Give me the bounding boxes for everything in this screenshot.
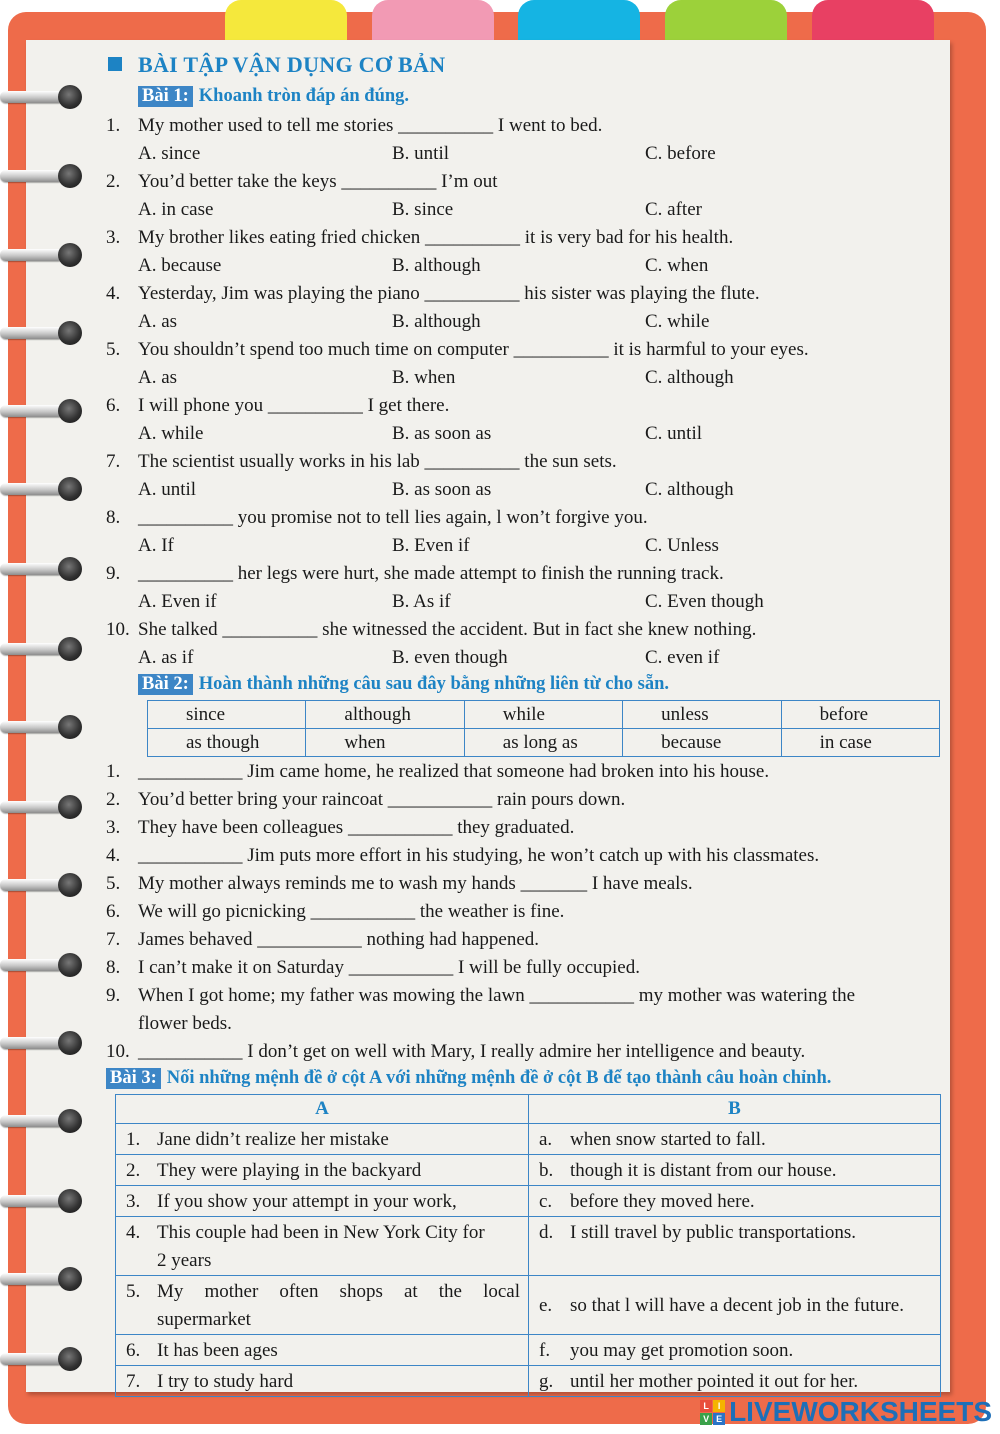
option-a: A. until — [138, 479, 197, 500]
option-c: C. after — [645, 199, 702, 220]
sentence-number: 5. — [106, 873, 121, 894]
option-a: A. while — [138, 423, 204, 444]
ring-hole — [58, 953, 82, 977]
clause-a-text: If you show your attempt in your work, — [157, 1191, 457, 1212]
matching-header-row — [116, 1095, 941, 1124]
clause-b-text: when snow started to fall. — [570, 1129, 766, 1150]
option-b: B. as soon as — [392, 423, 492, 444]
exercise-1-label: Bài 1: — [138, 86, 193, 107]
ring-hole — [58, 1031, 82, 1055]
ring-hole — [58, 715, 82, 739]
ring-wire — [0, 801, 64, 813]
word-bank-row — [148, 729, 940, 757]
ring-hole — [58, 477, 82, 501]
exercise-2-instruction: Hoàn thành những câu sau đây bằng những liên từ cho sẵn. — [198, 674, 670, 694]
option-a: A. as — [138, 367, 178, 388]
word-bank-row — [148, 701, 940, 729]
sentence-text: I can’t make it on Saturday ___________ I will be fully occupied. — [138, 957, 640, 978]
sentence-number: 8. — [106, 957, 121, 978]
question-text: __________ her legs were hurt, she made attempt to finish the running track. — [138, 563, 724, 584]
clause-a-cell — [116, 1335, 529, 1366]
spiral-ring — [0, 636, 82, 662]
clause-a-number: 1. — [126, 1129, 141, 1150]
clause-a-text: It has been ages — [157, 1340, 278, 1361]
clause-b-text: before they moved here. — [570, 1191, 755, 1212]
clause-a-cell — [116, 1155, 529, 1186]
sentence-number: 9. — [106, 985, 121, 1006]
exercise-2-label: Bài 2: — [138, 674, 193, 695]
option-b: B. although — [392, 255, 481, 276]
matching-row — [116, 1186, 941, 1217]
exercise-3-heading — [106, 1068, 831, 1089]
ring-wire — [0, 249, 64, 261]
clause-b-cell — [529, 1155, 941, 1186]
liveworksheets-logo — [700, 1396, 992, 1428]
clause-a-number: 6. — [126, 1340, 141, 1361]
ring-hole — [58, 1189, 82, 1213]
option-c: C. even if — [645, 647, 720, 668]
exercise-3-label: Bài 3: — [106, 1068, 161, 1089]
sentence-text-continued: flower beds. — [138, 1013, 232, 1034]
word-bank-cell: as though — [148, 729, 306, 757]
clause-b-letter: a. — [539, 1129, 553, 1150]
question-number: 7. — [106, 451, 121, 472]
sentence-text: ___________ Jim came home, he realized that someone had broken into his house. — [138, 761, 770, 782]
option-c: C. although — [645, 367, 734, 388]
spiral-ring — [0, 1108, 82, 1134]
sentence-text: James behaved ___________ nothing had happened. — [138, 929, 540, 950]
option-b: B. As if — [392, 591, 451, 612]
question-text: My brother likes eating fried chicken __________ it is very bad for his health. — [138, 227, 734, 248]
option-b: B. although — [392, 311, 481, 332]
question-number: 6. — [106, 395, 121, 416]
ring-hole — [58, 557, 82, 581]
word-bank-cell: when — [306, 729, 464, 757]
word-bank-cell: in case — [781, 729, 939, 757]
clause-b-text: you may get promotion soon. — [570, 1340, 794, 1361]
option-b: B. as soon as — [392, 479, 492, 500]
spiral-ring — [0, 1266, 82, 1292]
option-c: C. while — [645, 311, 710, 332]
exercise-1-instruction: Khoanh tròn đáp án đúng. — [198, 86, 410, 106]
ring-wire — [0, 879, 64, 891]
spiral-ring — [0, 794, 82, 820]
question-number: 5. — [106, 339, 121, 360]
clause-b-text: until her mother pointed it out for her. — [570, 1371, 859, 1392]
ring-wire — [0, 327, 64, 339]
ring-hole — [58, 1109, 82, 1133]
option-c: C. Even though — [645, 591, 764, 612]
clause-b-letter: c. — [539, 1191, 553, 1212]
ring-hole — [58, 1267, 82, 1291]
exercise-3-instruction: Nối những mệnh đề ở cột A với những mệnh đề ở cột B để tạo thành câu hoàn chỉnh. — [166, 1068, 832, 1088]
spiral-ring — [0, 714, 82, 740]
question-text: She talked __________ she witnessed the accident. But in fact she knew nothing. — [138, 619, 757, 640]
question-text: My mother used to tell me stories __________ I went to bed. — [138, 115, 603, 136]
clause-b-cell — [529, 1217, 941, 1276]
spiral-ring — [0, 1188, 82, 1214]
ring-wire — [0, 1037, 64, 1049]
clause-a-text: They were playing in the backyard — [157, 1160, 422, 1181]
sentence-text: When I got home; my father was mowing the lawn ___________ my mother was watering the — [138, 985, 856, 1006]
clause-a-cell — [116, 1186, 529, 1217]
spiral-ring — [0, 952, 82, 978]
ring-wire — [0, 91, 64, 103]
ring-hole — [58, 1347, 82, 1371]
sentence-number: 7. — [106, 929, 121, 950]
clause-a-text-continued: supermarket — [157, 1309, 251, 1330]
question-text: The scientist usually works in his lab __________ the sun sets. — [138, 451, 617, 472]
clause-b-cell — [529, 1124, 941, 1155]
exercise-2-heading — [138, 674, 669, 695]
question-number: 4. — [106, 283, 121, 304]
option-a: A. since — [138, 143, 201, 164]
clause-b-letter: d. — [539, 1222, 554, 1243]
clause-b-letter: b. — [539, 1160, 554, 1181]
spiral-ring — [0, 556, 82, 582]
ring-wire — [0, 1195, 64, 1207]
clause-a-cell — [116, 1124, 529, 1155]
question-text: I will phone you __________ I get there. — [138, 395, 450, 416]
clause-a-text: Jane didn’t realize her mistake — [157, 1129, 389, 1150]
sentence-text: You’d better bring your raincoat ___________ rain pours down. — [138, 789, 626, 810]
clause-a-cell — [116, 1217, 529, 1276]
ring-wire — [0, 170, 64, 182]
option-b: B. since — [392, 199, 454, 220]
clause-a-text: This couple had been in New York City for — [157, 1222, 485, 1243]
question-text: You’d better take the keys __________ I’m out — [138, 171, 498, 192]
clause-a-number: 5. — [126, 1281, 141, 1302]
clause-a-text: I try to study hard — [157, 1371, 294, 1392]
option-a: A. Even if — [138, 591, 217, 612]
clause-b-cell — [529, 1335, 941, 1366]
ring-hole — [58, 321, 82, 345]
option-c: C. before — [645, 143, 716, 164]
option-b: B. even though — [392, 647, 508, 668]
ring-hole — [58, 873, 82, 897]
option-c: C. Unless — [645, 535, 719, 556]
ring-wire — [0, 483, 64, 495]
section-title: BÀI TẬP VẬN DỤNG CƠ BẢN — [108, 52, 445, 78]
matching-row — [116, 1366, 941, 1397]
option-c: C. until — [645, 423, 703, 444]
sentence-number: 1. — [106, 761, 121, 782]
word-bank-cell: unless — [623, 701, 781, 729]
clause-a-number: 4. — [126, 1222, 141, 1243]
question-number: 8. — [106, 507, 121, 528]
clause-a-cell — [116, 1276, 529, 1335]
ring-wire — [0, 405, 64, 417]
spiral-ring — [0, 320, 82, 346]
matching-row — [116, 1155, 941, 1186]
square-bullet-icon — [108, 57, 122, 71]
spiral-ring — [0, 1030, 82, 1056]
clause-a-cell — [116, 1366, 529, 1397]
ring-wire — [0, 959, 64, 971]
option-b: B. when — [392, 367, 456, 388]
ring-hole — [58, 85, 82, 109]
spiral-ring — [0, 1346, 82, 1372]
clause-a-number: 3. — [126, 1191, 141, 1212]
matching-row — [116, 1124, 941, 1155]
spiral-ring — [0, 872, 82, 898]
sentence-number: 6. — [106, 901, 121, 922]
option-c: C. although — [645, 479, 734, 500]
matching-row — [116, 1276, 941, 1335]
spiral-ring — [0, 398, 82, 424]
clause-b-text: though it is distant from our house. — [570, 1160, 837, 1181]
ring-hole — [58, 164, 82, 188]
ring-wire — [0, 1273, 64, 1285]
question-text: Yesterday, Jim was playing the piano __________ his sister was playing the flute. — [138, 283, 760, 304]
sentence-number: 3. — [106, 817, 121, 838]
option-b: B. until — [392, 143, 450, 164]
option-a: A. in case — [138, 199, 214, 220]
sentence-number: 4. — [106, 845, 121, 866]
ring-hole — [58, 399, 82, 423]
ring-hole — [58, 637, 82, 661]
word-bank-cell: since — [148, 701, 306, 729]
clause-a-text: My mother often shops at the local — [157, 1281, 520, 1302]
ring-hole — [58, 795, 82, 819]
option-a: A. because — [138, 255, 222, 276]
clause-b-text: I still travel by public transportations. — [570, 1222, 857, 1243]
exercise-1-heading — [138, 86, 409, 107]
column-b-header: B — [529, 1095, 941, 1124]
matching-row — [116, 1217, 941, 1276]
question-number: 10. — [106, 619, 130, 640]
clause-a-number: 2. — [126, 1160, 141, 1181]
spiral-ring — [0, 476, 82, 502]
word-bank-cell: while — [464, 701, 622, 729]
word-bank-cell: before — [781, 701, 939, 729]
spiral-ring — [0, 242, 82, 268]
question-text: You shouldn’t spend too much time on computer __________ it is harmful to your eyes. — [138, 339, 809, 360]
question-text: __________ you promise not to tell lies again, l won’t forgive you. — [138, 507, 648, 528]
ring-hole — [58, 243, 82, 267]
question-number: 2. — [106, 171, 121, 192]
option-a: A. If — [138, 535, 174, 556]
sentence-text: My mother always reminds me to wash my hands _______ I have meals. — [138, 873, 693, 894]
clause-b-letter: g. — [539, 1371, 554, 1392]
option-c: C. when — [645, 255, 709, 276]
column-a-header: A — [116, 1095, 529, 1124]
clause-b-letter: e. — [539, 1295, 553, 1316]
question-number: 1. — [106, 115, 121, 136]
word-bank-cell: as long as — [464, 729, 622, 757]
sentence-text: They have been colleagues ___________ they graduated. — [138, 817, 575, 838]
sentence-number: 2. — [106, 789, 121, 810]
word-bank — [147, 700, 940, 757]
clause-b-cell — [529, 1276, 941, 1335]
word-bank-cell: because — [623, 729, 781, 757]
liveworksheets-logo-icon: L I V E — [700, 1400, 725, 1425]
clause-a-number: 7. — [126, 1371, 141, 1392]
brand-name: LIVEWORKSHEETS — [729, 1396, 992, 1427]
ring-wire — [0, 721, 64, 733]
clause-b-cell — [529, 1366, 941, 1397]
option-a: A. as — [138, 311, 178, 332]
ring-wire — [0, 563, 64, 575]
option-b: B. Even if — [392, 535, 470, 556]
sentence-number: 10. — [106, 1041, 130, 1062]
word-bank-cell: although — [306, 701, 464, 729]
sentence-text: We will go picnicking ___________ the weather is fine. — [138, 901, 565, 922]
ring-wire — [0, 643, 64, 655]
spiral-ring — [0, 163, 82, 189]
clause-b-cell — [529, 1186, 941, 1217]
question-number: 3. — [106, 227, 121, 248]
ring-wire — [0, 1353, 64, 1365]
clause-a-text-continued: 2 years — [157, 1250, 212, 1271]
sentence-text: ___________ I don’t get on well with Mary, I really admire her intelligence and beauty. — [138, 1041, 806, 1062]
clause-b-text: so that l will have a decent job in the future. — [570, 1295, 904, 1316]
option-a: A. as if — [138, 647, 194, 668]
clause-b-letter: f. — [539, 1340, 551, 1361]
matching-table — [115, 1094, 941, 1397]
sentence-text: ___________ Jim puts more effort in his studying, he won’t catch up with his classmates. — [138, 845, 820, 866]
matching-row — [116, 1335, 941, 1366]
spiral-ring — [0, 84, 82, 110]
question-number: 9. — [106, 563, 121, 584]
ring-wire — [0, 1115, 64, 1127]
